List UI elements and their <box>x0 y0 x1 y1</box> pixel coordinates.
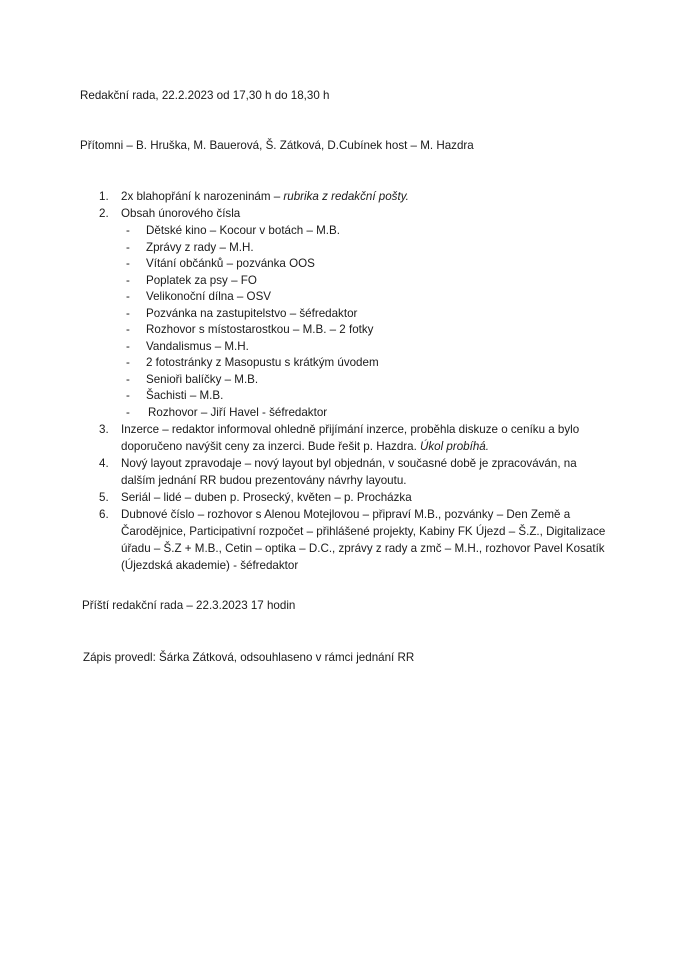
sub-list-item-text: Rozhovor s místostarostkou – M.B. – 2 fotky <box>146 323 374 336</box>
bullet-dash: - <box>126 339 130 353</box>
item-text: Dubnové číslo – rozhovor s Alenou Motejlovou – připraví M.B., pozvánky – Den Země a <box>121 508 571 521</box>
bullet-dash: - <box>126 257 130 270</box>
item-number: 1. <box>99 190 109 203</box>
sub-list-item-text: Dětské kino – Kocour v botách – M.B. <box>146 224 340 237</box>
item-text: Inzerce – redaktor informoval ohledně přijímání inzerce, proběhla diskuze o ceníku a bylo <box>121 423 580 436</box>
minutes-author: Zápis provedl: Šárka Zátková, odsouhlaseno v rámci jednání RR <box>83 651 415 664</box>
sub-list-item-text: Vandalismus – M.H. <box>146 339 249 353</box>
item-text-continued: úřadu – Š.Z + M.B., Cetin – optika – D.C., zprávy z rady a zmč – M.H., rozhovor Pavel Kosatík <box>121 542 605 555</box>
bullet-dash: - <box>126 290 130 303</box>
bullet-dash: - <box>126 224 130 237</box>
sub-list-item-text: Vítání občánků – pozvánka OOS <box>146 257 315 270</box>
bullet-dash: - <box>126 372 130 386</box>
bullet-dash: - <box>126 240 130 254</box>
item-text-italic: Úkol probíhá. <box>420 440 489 453</box>
item-text-continued: Čarodějnice, Participativní rozpočet – přihlášené projekty, Kabiny FK Újezd – Š.Z., Digitalizace <box>121 525 606 538</box>
item-text: Nový layout zpravodaje – nový layout byl objednán, v současné době je zpracováván, na <box>121 457 577 470</box>
bullet-dash: - <box>126 356 130 369</box>
item-number: 4. <box>99 457 109 470</box>
bullet-dash: - <box>126 273 130 287</box>
sub-list-item-text: Zprávy z rady – M.H. <box>146 240 254 254</box>
item-number: 5. <box>99 491 109 504</box>
bullet-dash: - <box>126 323 130 336</box>
bullet-dash: - <box>126 306 130 320</box>
meeting-header: Redakční rada, 22.2.2023 od 17,30 h do 18,30 h <box>80 89 330 102</box>
item-text: Seriál – lidé – duben p. Prosecký, květen – p. Procházka <box>121 491 412 504</box>
attendees: Přítomni – B. Hruška, M. Bauerová, Š. Zátková, D.Cubínek host – M. Hazdra <box>80 139 474 152</box>
next-meeting: Příští redakční rada – 22.3.2023 17 hodin <box>82 599 296 612</box>
item-text-continued: (Újezdská akademie) - šéfredaktor <box>121 559 299 572</box>
sub-list-item-text: Poplatek za psy – FO <box>146 273 257 287</box>
item-number: 6. <box>99 508 109 521</box>
item-text-continued: dalším jednání RR budou prezentovány návrhy layoutu. <box>121 474 407 487</box>
sub-list-item-text: Pozvánka na zastupitelstvo – šéfredaktor <box>146 306 358 320</box>
item-text-italic: rubrika z redakční pošty. <box>283 190 409 203</box>
sub-list-item-text: Šachisti – M.B. <box>146 389 224 402</box>
item-text: 2x blahopřání k narozeninám – <box>121 190 284 203</box>
sub-list-item-text: 2 fotostránky z Masopustu s krátkým úvodem <box>146 356 379 369</box>
item-text: doporučeno navýšit ceny za inzerci. Bude řešit p. Hazdra. <box>121 440 421 453</box>
bullet-dash: - <box>126 389 130 402</box>
item-number: 2. <box>99 207 109 220</box>
item-text-continued <box>121 438 489 455</box>
sub-list-item-text: Senioři balíčky – M.B. <box>146 372 259 386</box>
item-number: 3. <box>99 423 109 436</box>
sub-list-item-text: Rozhovor – Jiří Havel - šéfredaktor <box>148 405 328 419</box>
item-text: Obsah únorového čísla <box>121 207 241 220</box>
sub-list-item-text: Velikonoční dílna – OSV <box>146 290 272 303</box>
bullet-dash: - <box>126 405 130 419</box>
